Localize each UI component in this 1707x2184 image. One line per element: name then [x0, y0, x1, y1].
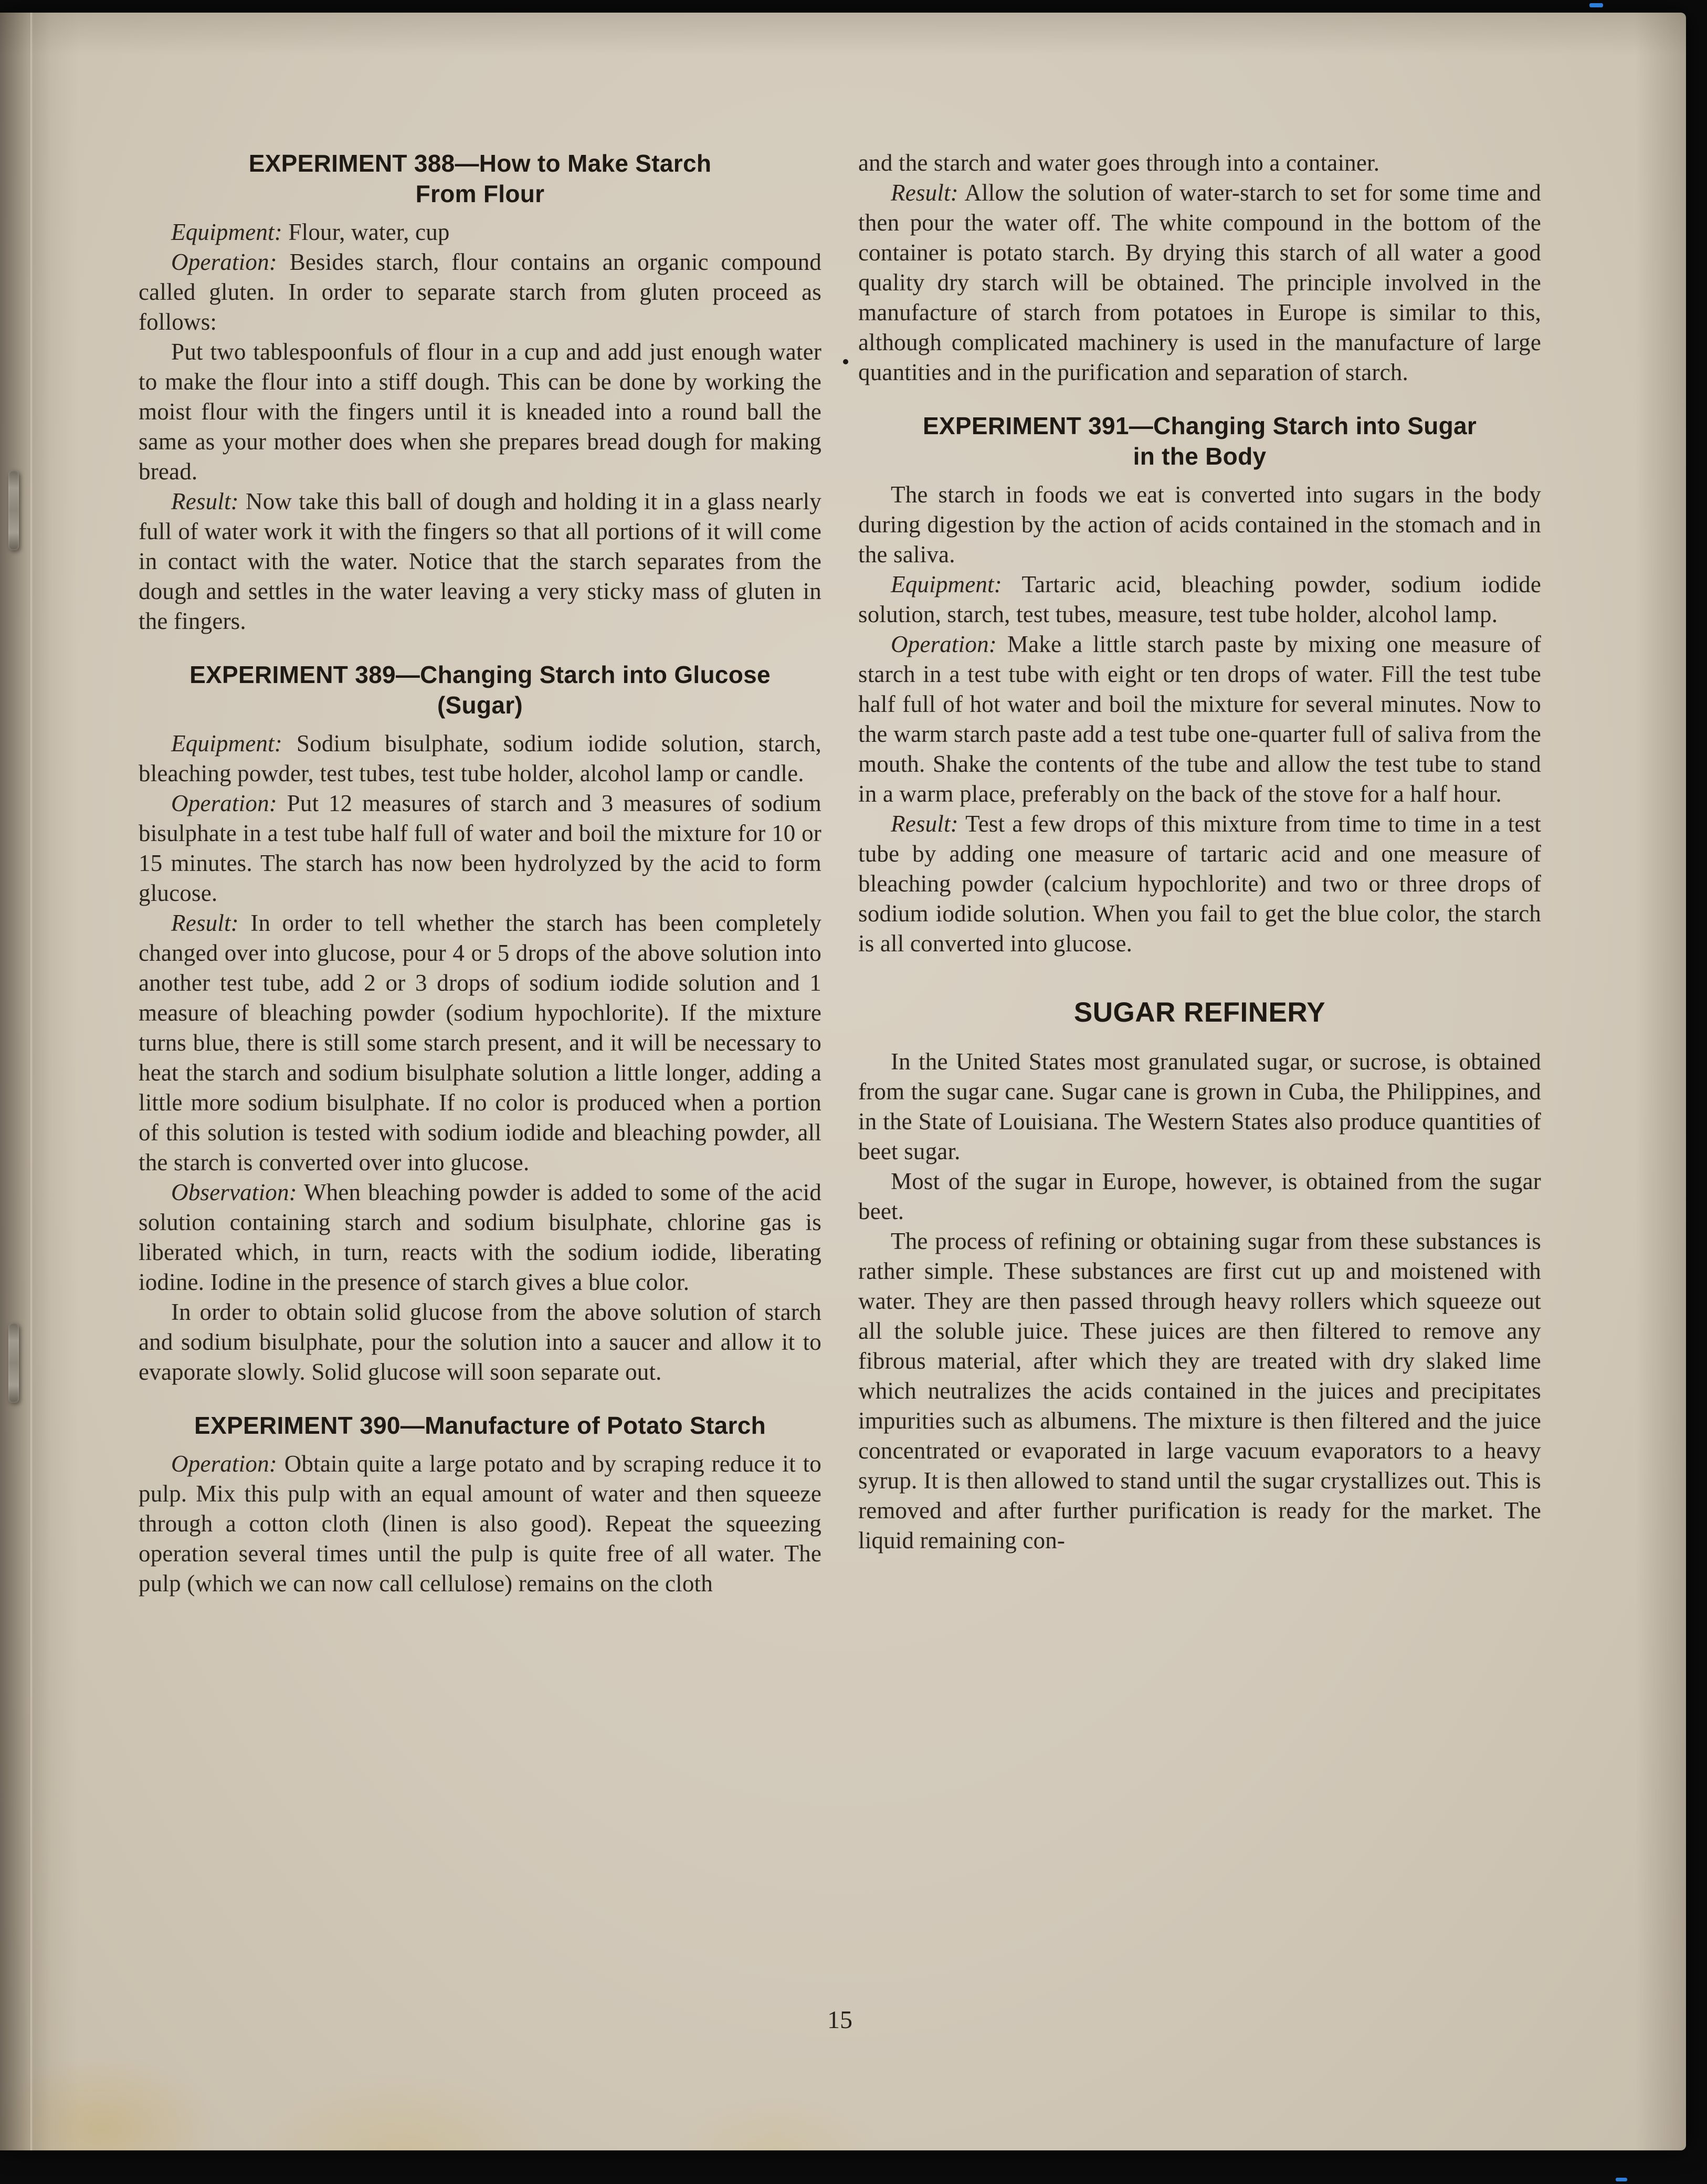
experiment-heading	[139, 659, 821, 720]
paragraph-lead-label: Equipment:	[891, 571, 1002, 597]
paragraph: In the United States most granulated sugar, or sucrose, is obtained from the sugar cane. Sugar cane is grown in Cuba, the Philippines, and in the State of Louisiana. The Western States also produce quantities of beet sugar.	[858, 1048, 1541, 1164]
paragraph: Operation: Make a little starch paste by mixing one measure of starch in a test tube with eight or ten drops of water. Fill the test tube half full of hot water and boil the mixture for several minutes. Now to the warm starch paste add a test tube one-quarter full of saliva from the mouth. Shake the contents of the tube and allow the test tube to stand in a warm place, preferably on the back of the stove for a half hour.	[858, 631, 1541, 807]
paragraph: The process of refining or obtaining sugar from these substances is rather simple. These substances are first cut up and moistened with water. They are then passed through heavy rollers which squeeze out all the soluble juice. These juices are then filtered to remove any fibrous material, after which they are treated with dry slaked lime which neutralizes the acids contained in the juices and precipitates impurities such as albumens. The mixture is then filtered and the juice concentrated or evaporated in large vacuum evaporators to a heavy syrup. It is then allowed to stand until the sugar crystallizes out. This is removed and after further purification is ready for the market. The liquid remaining con-	[858, 1228, 1541, 1553]
heading-line: (Sugar)	[437, 691, 523, 719]
paragraph-lead-label: Result:	[891, 180, 958, 206]
paragraph-lead-label: Result:	[171, 488, 239, 514]
paragraph-lead-label: Equipment:	[171, 730, 282, 757]
paragraph-lead-label: Operation:	[171, 790, 277, 816]
page-edge-highlight	[30, 13, 33, 2150]
paragraph: Most of the sugar in Europe, however, is obtained from the sugar beet.	[858, 1168, 1541, 1224]
scan-artifact-dot	[843, 359, 848, 364]
staple-icon	[8, 470, 19, 550]
experiment-heading	[139, 1410, 821, 1441]
paragraph: Result: Now take this ball of dough and holding it in a glass nearly full of water work it with the fingers so that all portions of it will come in contact with the water. Notice that the starch separates from the dough and settles in the water leaving a very sticky mass of gluten in the fingers.	[139, 488, 821, 634]
book-page	[0, 13, 1686, 2150]
paragraph-lead-label: Result:	[171, 910, 239, 936]
experiment-heading	[139, 148, 821, 209]
heading-line: EXPERIMENT 391—Changing Starch into Sugar	[922, 412, 1477, 439]
paragraph-lead-label: Observation:	[171, 1179, 297, 1205]
paragraph: Operation: Obtain quite a large potato and by scraping reduce it to pulp. Mix this pulp with an equal amount of water and then squeeze through a cotton cloth (linen is also good). Repeat the squeezing operation several times until the pulp is quite free of all water. The pulp (which we can now call cellulose) remains on the cloth	[139, 1451, 821, 1597]
paragraph: Equipment: Tartaric acid, bleaching powder, sodium iodide solution, starch, test tubes, measure, test tube holder, alcohol lamp.	[858, 571, 1541, 627]
paragraph-lead-label: Operation:	[171, 249, 277, 275]
paragraph-lead-label: Operation:	[891, 631, 997, 657]
heading-line: From Flour	[415, 180, 545, 207]
paragraph: Operation: Put 12 measures of starch and 3 measures of sodium bisulphate in a test tube half full of water and boil the mixture for 10 or 15 minutes. The starch has now been hydrolyzed by the acid to form glucose.	[139, 790, 821, 906]
paragraph: Result: Test a few drops of this mixture from time to time in a test tube by adding one measure of tartaric acid and one measure of bleaching powder (calcium hypochlorite) and two or three drops of sodium iodide solution. When you fail to get the blue color, the starch is all converted into glucose.	[858, 811, 1541, 957]
paragraph: Put two tablespoonfuls of flour in a cup and add just enough water to make the flour into a stiff dough. This can be done by working the moist flour with the fingers until it is kneaded into a round ball the same as your mother does when she prepares bread dough for making bread.	[139, 339, 821, 485]
paragraph: Observation: When bleaching powder is added to some of the acid solution containing starch and sodium bisulphate, chlorine gas is liberated which, in turn, reacts with the sodium iodide, liberating iodine. Iodine in the presence of starch gives a blue color.	[139, 1179, 821, 1295]
section-heading: SUGAR REFINERY	[1073, 997, 1326, 1028]
scan-artifact-mark	[1589, 3, 1603, 7]
paragraph-lead-label: Result:	[891, 811, 958, 837]
paragraph-lead-label: Equipment:	[171, 219, 282, 245]
paragraph: Operation: Besides starch, flour contains an organic compound called gluten. In order to separate starch from gluten proceed as follows:	[139, 249, 821, 335]
staple-icon	[8, 1323, 19, 1403]
right-column	[858, 148, 1541, 1599]
page-spine-shadow	[0, 13, 79, 2150]
heading-line: EXPERIMENT 389—Changing Starch into Glucose	[189, 661, 771, 688]
paragraph: Equipment: Flour, water, cup	[171, 219, 450, 245]
paragraph: The starch in foods we eat is converted into sugars in the body during digestion by the action of acids contained in the stomach and in the saliva.	[858, 481, 1541, 568]
paragraph: Result: In order to tell whether the starch has been completely changed over into glucose, pour 4 or 5 drops of the above solution into another test tube, add 2 or 3 drops of sodium iodide solution and 1 measure of bleaching powder (sodium hypochlorite). If the mixture turns blue, there is still some starch present, and it will be necessary to heat the starch and sodium bisulphate solution a little longer, adding a little more sodium bisulphate. If no color is produced when a portion of this solution is tested with sodium iodide and bleaching powder, all the starch is converted over into glucose.	[139, 910, 821, 1175]
heading-line: EXPERIMENT 390—Manufacture of Potato Starch	[194, 1412, 766, 1439]
paragraph: In order to obtain solid glucose from the above solution of starch and sodium bisulphate, pour the solution into a saucer and allow it to evaporate slowly. Solid glucose will soon separate out.	[139, 1299, 821, 1385]
scan-artifact-mark	[1616, 2178, 1627, 2181]
heading-line: in the Body	[1133, 443, 1267, 470]
paragraph: Equipment: Sodium bisulphate, sodium iodide solution, starch, bleaching powder, test tubes, test tube holder, alcohol lamp or candle.	[139, 730, 821, 786]
paragraph: and the starch and water goes through into a container.	[858, 150, 1380, 176]
paragraph-lead-label: Operation:	[171, 1451, 277, 1477]
page-content	[139, 148, 1541, 1599]
heading-line: EXPERIMENT 388—How to Make Starch	[248, 150, 712, 177]
page-number: 15	[827, 2006, 852, 2034]
experiment-heading	[858, 411, 1541, 471]
paragraph: Result: Allow the solution of water-starch to set for some time and then pour the water off. The white compound in the bottom of the container is potato starch. By drying this starch of all water a good quality dry starch will be obtained. The principle involved in the manufacture of starch from potatoes in Europe is similar to this, although complicated machinery is used in the manufacture of large quantities and in the purification and separation of starch.	[858, 180, 1541, 385]
left-column	[139, 148, 821, 1599]
